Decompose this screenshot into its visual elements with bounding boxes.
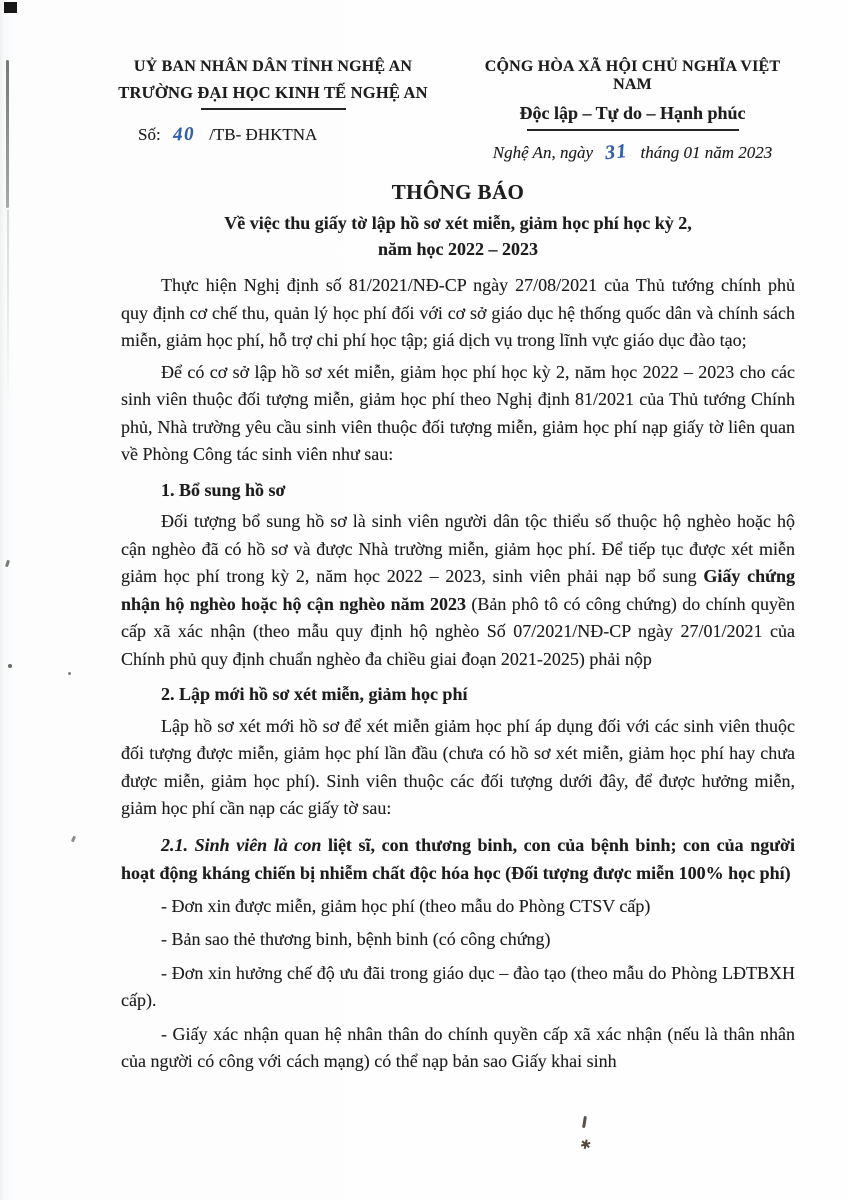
document-number-suffix: /TB- ĐHKTNA — [209, 125, 318, 144]
scan-edge-line — [6, 60, 9, 208]
section-2-1-heading — [121, 831, 795, 887]
bold-certificate-name: Giấy chứng nhận hộ nghèo hoặc hộ cận nghèo năm 2023 — [121, 566, 795, 614]
ink-mark — [582, 1116, 587, 1128]
subtitle-line2: năm học 2022 – 2023 — [377, 239, 538, 259]
required-document-item: - Đơn xin hưởng chế độ ưu đãi trong giáo dục – đào tạo (theo mẫu do Phòng LĐTBXH cấp). — [121, 962, 795, 1010]
required-document-item: - Giấy xác nhận quan hệ nhân thân do chính quyền cấp xã xác nhận (nếu là thân nhân của người có công với cách mạng) có thể nạp bản sao Giấy khai sinh — [121, 1023, 795, 1071]
date-prefix: Nghệ An, ngày — [492, 143, 593, 162]
document-number-label: Số: — [138, 125, 161, 144]
subtitle-line1: Về việc thu giấy tờ lập hồ sơ xét miễn, giảm học phí học kỳ 2, — [224, 213, 692, 233]
scan-speck — [8, 664, 12, 668]
date-line — [465, 139, 800, 165]
required-document-item: - Đơn xin được miễn, giảm học phí (theo mẫu do Phòng CTSV cấp) — [161, 895, 651, 916]
issuing-authority-block — [98, 58, 448, 163]
title-block — [0, 180, 848, 262]
ink-blob: ✱ — [578, 1137, 593, 1154]
section-1-paragraph — [121, 508, 795, 673]
date-suffix: 01 năm 2023 — [683, 143, 773, 162]
scan-corner-mark — [4, 2, 17, 13]
date-middle: tháng — [640, 143, 680, 162]
section-2-heading: 2. Lập mới hồ sơ xét miễn, giảm học phí — [161, 684, 468, 704]
heading-bold-part: liệt sĩ, con thương binh, con của bệnh binh; con của người hoạt động kháng chiến bị nhiễm chất độc hóa học (Đối tượng được miễn 100% học phí) — [121, 834, 795, 883]
header-underline-left — [201, 108, 346, 110]
header-underline-right — [527, 129, 739, 131]
national-motto: Độc lập – Tự do – Hạnh phúc — [519, 103, 746, 123]
document-header — [0, 0, 848, 163]
scan-speck — [68, 672, 71, 675]
handwritten-day: 31 — [604, 139, 630, 165]
national-motto-block — [465, 58, 800, 163]
handwritten-document-number: 40 — [172, 123, 196, 146]
authority-name: UỶ BAN NHÂN DÂN TỈNH NGHỆ AN — [133, 58, 413, 75]
document-number-line — [98, 125, 448, 145]
text-segment: (Bản phô tô có công chứng) do chính quyền cấp xã xác nhận (theo mẫu quy định hộ nghèo Số 07/2021/NĐ-CP ngày 27/01/2021 của Chính phủ quy định chuẩn nghèo đa chiều giai đoạn 2021-2025) phải nộp — [121, 593, 795, 669]
document-title: THÔNG BÁO — [391, 180, 525, 204]
heading-italic-part: 2.1. Sinh viên là con — [161, 834, 322, 855]
section-2-paragraph: Lập hồ sơ xét mới hồ sơ để xét miễn giảm học phí áp dụng đối với các sinh viên thuộc đối tượng được miễn, giảm học phí lần đầu (chưa có hồ sơ xét miễn, giảm học phí hay chưa được miễn, giảm học phí). Sinh viên thuộc các đối tượng dưới đây, để được hưởng miễn, giảm học phí cần nạp các giấy tờ sau: — [121, 715, 795, 818]
document-subtitle — [120, 210, 796, 262]
scan-edge-line-faint — [7, 210, 9, 410]
intro-paragraph-2: Để có cơ sở lập hồ sơ xét miễn, giảm học phí học kỳ 2, năm học 2022 – 2023 cho các sinh viên thuộc đối tượng miễn, giảm học phí theo Nghị định 81/2021 của Thủ tướng Chính phủ, Nhà trường yêu cầu sinh viên thuộc đối tượng miễn, giảm học phí nạp giấy tờ liên quan về Phòng Công tác sinh viên như sau: — [121, 361, 795, 464]
section-1-heading: 1. Bổ sung hồ sơ — [161, 479, 286, 500]
text-segment: Đối tượng bổ sung hồ sơ là sinh viên người dân tộc thiểu số thuộc hộ nghèo hoặc hộ cận nghèo đã có hồ sơ và được Nhà trường miễn, giảm học phí. Để tiếp tục được xét miễn giảm học phí trong kỳ 2, năm học 2022 – 2023, sinh viên phải nạp bổ sung — [121, 511, 795, 586]
intro-paragraph-1: Thực hiện Nghị định số 81/2021/NĐ-CP ngày 27/08/2021 của Thủ tướng chính phủ quy định cơ chế thu, quản lý học phí đối với cơ sở giáo dục hệ thống quốc dân và chính sách miễn, giảm học phí, hỗ trợ chi phí học tập; giá dịch vụ trong lĩnh vực giáo dục đào tạo; — [121, 275, 795, 350]
required-document-item: - Bản sao thẻ thương binh, bệnh binh (có công chứng) — [161, 929, 551, 949]
national-title: CỘNG HÒA XÃ HỘI CHỦ NGHĨA VIỆT NAM — [484, 58, 781, 93]
school-name: TRƯỜNG ĐẠI HỌC KINH TẾ NGHỆ AN — [118, 83, 428, 102]
document-body — [0, 262, 848, 1076]
